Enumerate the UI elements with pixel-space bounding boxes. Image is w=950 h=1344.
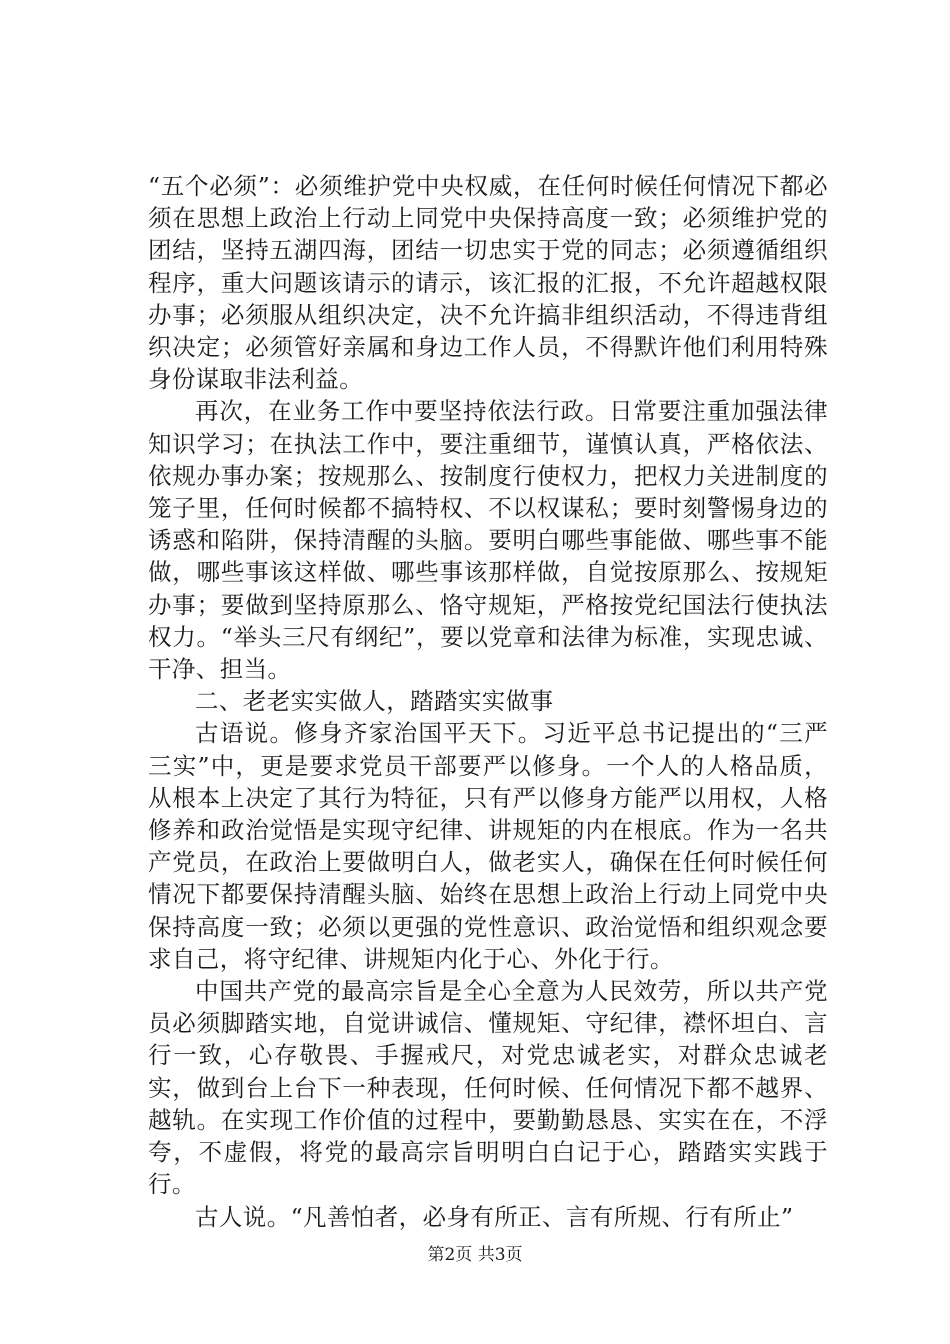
paragraph-rule-of-law: 再次，在业务工作中要坚持依法行政。日常要注重加强法律知识学习；在执法工作中，要注重细节，谨慎认真，严格依法、依规办事办案；按规那么、按制度行使权力，把权力关进制度的笼子里，任何时候都不搞特权、不以权谋私；要时刻警惕身边的诱惑和陷阱，保持清醒的头脑。要明白哪些事能做、哪些事不能做，哪些事该这样做、哪些事该那样做，自觉按原那么、按规矩办事；要做到坚持原那么、恪守规矩，严格按党纪国法行使执法权力。“举头三尺有纲纪”，要以党章和法律为标准，实现忠诚、干净、担当。	[148, 397, 828, 684]
paragraph-ancient-saying: 古人说。“凡善怕者，必身有所正、言有所规、行有所止”	[195, 1202, 794, 1231]
section-heading-two: 二、老老实实做人，踏踏实实做事	[195, 687, 554, 716]
paragraph-self-cultivation: 古语说。修身齐家治国平天下。习近平总书记提出的“三严三实”中，更是要求党员干部要严以修身。一个人的人格品质，从根本上决定了其行为特征，只有严以修身方能严以用权，人格修养和政治觉悟是实现守纪律、讲规矩的内在根底。作为一名共产党员，在政治上要做明白人，做老实人，确保在任何时候任何情况下都要保持清醒头脑、始终在思想上政治上行动上同党中央保持高度一致；必须以更强的党性意识、政治觉悟和组织观念要求自己，将守纪律、讲规矩内化于心、外化于行。	[148, 719, 828, 973]
paragraph-five-musts: “五个必须”：必须维护党中央权威，在任何时候任何情况下都必须在思想上政治上行动上同党中央保持高度一致；必须维护党的团结，坚持五湖四海，团结一切忠实于党的同志；必须遵循组织程序，重大问题该请示的请示，该汇报的汇报，不允许超越权限办事；必须服从组织决定，决不允许搞非组织活动，不得违背组织决定；必须管好亲属和身边工作人员，不得默许他们利用特殊身份谋取非法利益。	[148, 172, 828, 394]
document-body	[148, 170, 828, 1233]
page-footer: 第2页 共3页	[427, 1245, 523, 1265]
paragraph-party-purpose: 中国共产党的最高宗旨是全心全意为人民效劳，所以共产党员必须脚踏实地，自觉讲诚信、懂规矩、守纪律，襟怀坦白、言行一致，心存敬畏、手握戒尺，对党忠诚老实，对群众忠诚老实，做到台上台下一种表现，任何时候、任何情况下都不越界、越轨。在实现工作价值的过程中，要勤勤恳恳、实实在在，不浮夸，不虚假，将党的最高宗旨明明白白记于心，踏踏实实践于行。	[148, 977, 828, 1199]
